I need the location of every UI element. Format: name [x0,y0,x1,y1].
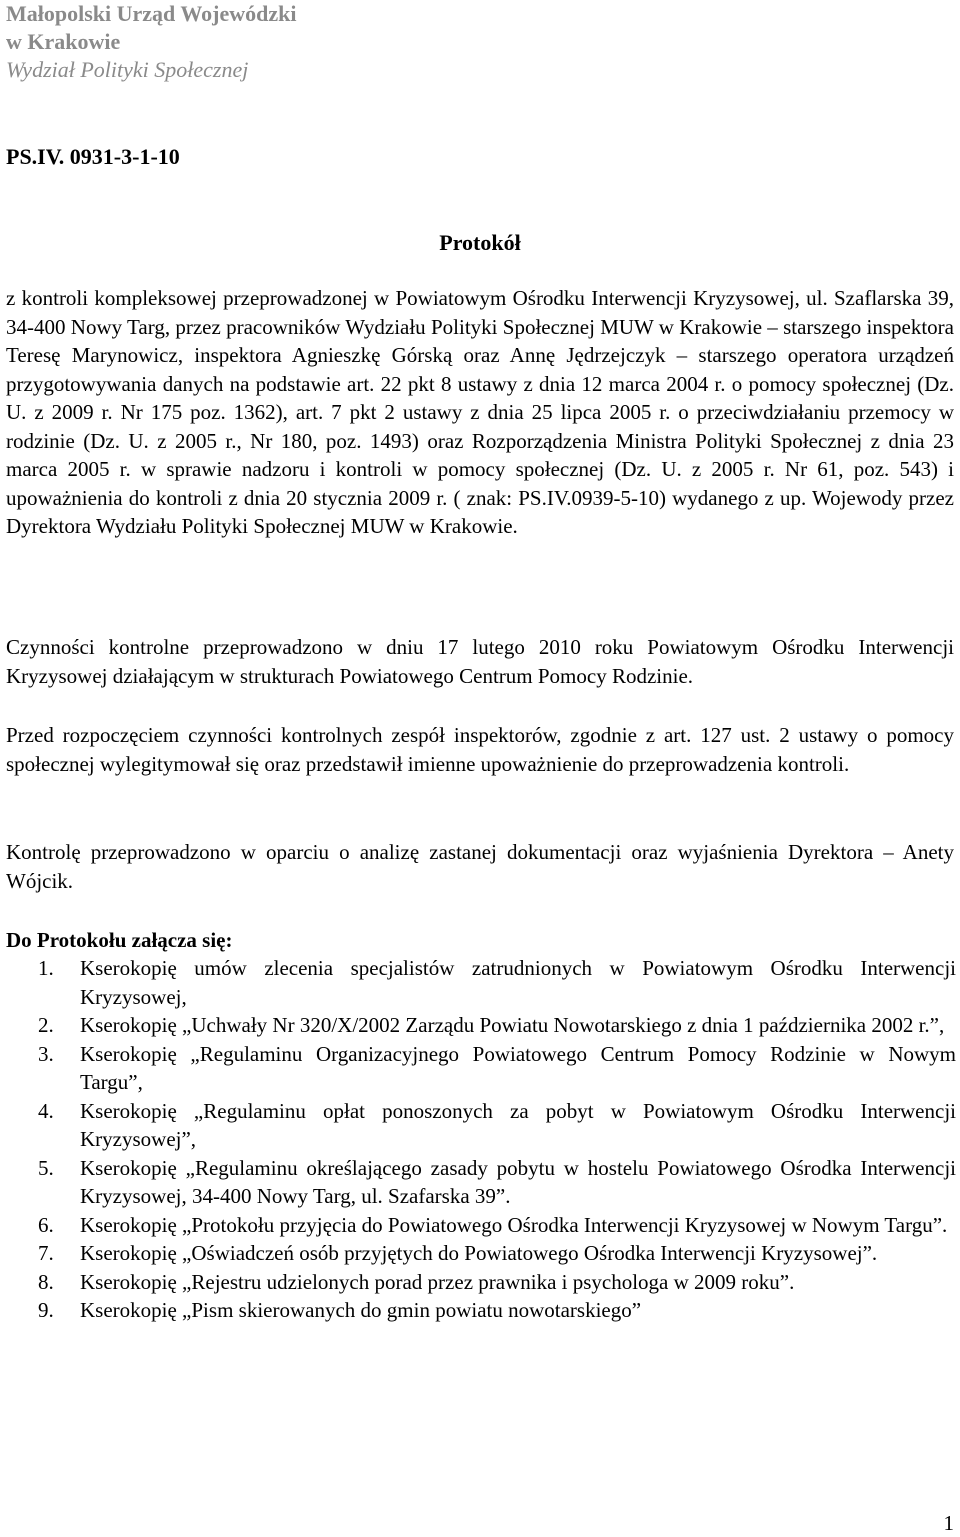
page-number: 1 [943,1511,954,1535]
list-item-text: Kserokopię „Oświadczeń osób przyjętych do Powiatowego Ośrodka Interwencji Kryzysowej”. [80,1241,878,1265]
list-item-text: Kserokopię „Regulaminu Organizacyjnego Powiatowego Centrum Pomocy Rodzinie w Nowym Targu”, [80,1041,956,1094]
list-item [38,1211,956,1240]
list-item-text: Kserokopię „Pism skierowanych do gmin powiatu nowotarskiego” [80,1298,642,1322]
list-item-number: 3. [38,1041,54,1066]
list-item-number: 2. [38,1013,54,1037]
list-item [38,1154,956,1211]
list-item [38,1296,956,1325]
list-item-number: 8. [38,1269,54,1294]
document-reference: PS.IV. 0931-3-1-10 [6,144,180,169]
attachments-heading: Do Protokołu załącza się: [6,928,233,952]
list-item [38,1097,956,1154]
list-item-number: 4. [38,1098,54,1123]
list-item [38,1239,956,1268]
institution-header [6,0,297,84]
paragraph-basis: Kontrolę przeprowadzono w oparciu o analizę zastanej dokumentacji oraz wyjaśnienia Dyrektora – Anety Wójcik. [6,840,954,893]
list-item-text: Kserokopię „Protokołu przyjęcia do Powiatowego Ośrodka Interwencji Kryzysowej w Nowym Targu”. [80,1212,948,1237]
paragraph-authorization: Przed rozpoczęciem czynności kontrolnych zespół inspektorów, zgodnie z art. 127 ust. 2 ustawy o pomocy społecznej wylegitymował się oraz przedstawił imienne upoważnienie do przeprowadzenia kontroli. [6,723,954,776]
list-item-text: Kserokopię „Uchwały Nr 320/X/2002 Zarządu Powiatu Nowotarskiego z dnia 1 października 2002 r.”, [80,1013,945,1037]
list-item-text: Kserokopię umów zlecenia specjalistów zatrudnionych w Powiatowym Ośrodku Interwencji Kryzysowej, [80,956,956,1009]
list-item [38,1011,956,1040]
list-item-text: Kserokopię „Regulaminu określającego zasady pobytu w hostelu Powiatowego Ośrodka Interwencji Kryzysowej, 34-400 Nowy Targ, ul. Szafarska 39”. [80,1155,956,1208]
document-title: Protokół [439,230,521,255]
attachments-list [38,954,956,1325]
list-item [38,954,956,1011]
paragraph-intro: z kontroli kompleksowej przeprowadzonej w Powiatowym Ośrodku Interwencji Kryzysowej, ul. Szaflarska 39, 34-400 Nowy Targ, przez pracowników Wydziału Polityki Społecznej MUW w Krakowie – starszego inspektora Teresę Marynowicz, inspektora Agnieszkę Górską oraz Annę Jędrzejczyk – starszego operatora urządzeń przygotowywania danych na podstawie art. 22 pkt 8 ustawy z dnia 12 marca 2004 r. o pomocy społecznej (Dz. U. z 2009 r. Nr 175 poz. 1362), art. 7 pkt 2 ustawy z dnia 25 lipca 2005 r. o przeciwdziałaniu przemocy w rodzinie (Dz. U. z 2005 r., Nr 180, poz. 1493) oraz Rozporządzenia Ministra Polityki Społecznej z dnia 23 marca 2005 r. w sprawie nadzoru i kontroli w pomocy społecznej (Dz. U. z 2005 r. Nr 61, poz. 543) i upoważnienia do kontroli z dnia 20 stycznia 2009 r. ( znak: PS.IV.0939-5-10) wydanego z up. Wojewody przez Dyrektora Wydziału Polityki Społecznej MUW w Krakowie. [6,286,954,538]
list-item-number: 1. [38,956,54,980]
list-item-number: 6. [38,1212,54,1237]
list-item-text: Kserokopię „Rejestru udzielonych porad przez prawnika i psychologa w 2009 roku”. [80,1269,795,1294]
list-item-text: Kserokopię „Regulaminu opłat ponoszonych za pobyt w Powiatowym Ośrodku Interwencji Kryzysowej”, [80,1098,956,1151]
header-office-name: Małopolski Urząd Wojewódzki [6,1,297,26]
list-item-number: 5. [38,1155,54,1180]
list-item-number: 9. [38,1298,54,1322]
header-department: Wydział Polityki Społecznej [6,57,249,82]
list-item-number: 7. [38,1241,54,1265]
paragraph-control-date: Czynności kontrolne przeprowadzono w dniu 17 lutego 2010 roku Powiatowym Ośrodku Interwencji Kryzysowej działającym w strukturach Powiatowego Centrum Pomocy Rodzinie. [6,635,954,688]
list-item [38,1268,956,1297]
list-item [38,1040,956,1097]
header-city: w Krakowie [6,29,121,54]
